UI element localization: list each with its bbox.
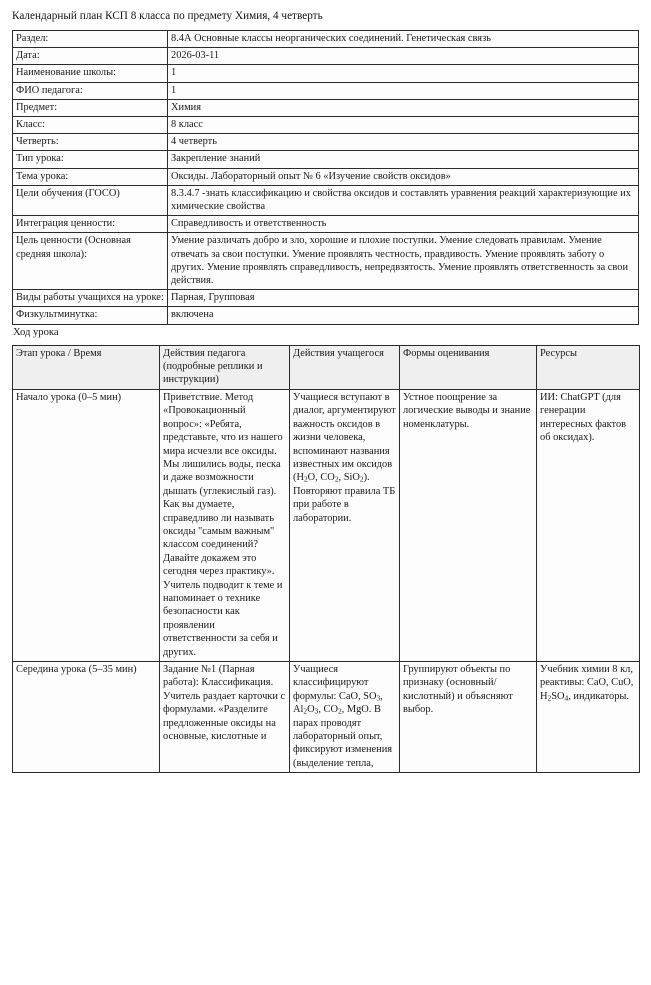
page-title: Календарный план КСП 8 класса по предмету Химия, 4 четверть [12,10,323,22]
meta-value: 1 [168,65,639,82]
meta-label: Тема урока: [13,168,168,185]
cell-assessment: Группируют объекты по признаку (основный/кислотный) и объясняют выбор. [400,662,537,773]
student-text-suffix: , MgO. В парах проводят лабораторный опыт, фиксируют изменения (выделение тепла, [293,704,393,769]
cell-teacher-actions: Задание №1 (Парная работа): Классификация. Учитель раздает карточки с формулами. «Разделите предложенные оксиды на основные, кислотные и [160,662,290,773]
table-row [13,662,640,773]
student-text-mid-1: O, CO [307,472,335,484]
cell-stage: Начало урока (0–5 мин) [13,389,160,661]
table-row [13,99,639,116]
meta-value: Оксиды. Лабораторный опыт № 6 «Изучение свойств оксидов» [168,168,639,185]
meta-value: 2026-03-11 [168,48,639,65]
meta-value: Справедливость и ответственность [168,216,639,233]
table-row [13,216,639,233]
table-row [13,307,639,324]
cell-resources: ИИ: ChatGPT (для генерации интересных фактов об оксидах). [537,389,640,661]
table-row [13,168,639,185]
resources-text-suffix: , индикаторы. [568,690,629,702]
student-text-suffix: ). Повторяют правила ТБ при работе в лаборатории. [293,472,396,524]
meta-label: Класс: [13,117,168,134]
column-header-resources: Ресурсы [537,345,640,389]
meta-label: Предмет: [13,99,168,116]
meta-label: Раздел: [13,31,168,48]
meta-value: включена [168,307,639,324]
cell-student-actions [290,662,400,773]
table-row [13,290,639,307]
flow-table-body [13,389,640,772]
table-row [13,151,639,168]
meta-label: Четверть: [13,134,168,151]
resources-text-prefix: Учебник химии 8 кл, реактивы: CaO, CuO, H [540,664,634,702]
meta-value: Умение различать добро и зло, хорошие и плохие поступки. Умение следовать правилам. Умение отвечать за свои поступки. Умение проявлять честность, правдивость. Умение проявлять заботу о других. Умение проявлять справедливость, непредвзятость. Умение проявлять ответственность за свои действия. [168,233,639,290]
student-text-mid-2: O [307,704,315,716]
formula-subscript: 2 [303,474,308,484]
meta-value: 8.3.4.7 -знать классификацию и свойства оксидов и составлять уравнения реакций характеризующие их химические свойства [168,185,639,215]
cell-resources [537,662,640,773]
table-row [13,31,639,48]
column-header-assessment: Формы оценивания [400,345,537,389]
meta-label: Интеграция ценности: [13,216,168,233]
meta-value: 4 четверть [168,134,639,151]
student-text-mid-1: , Al [293,690,383,716]
table-row [13,82,639,99]
formula-subscript: 2 [334,474,339,484]
table-row [13,117,639,134]
formula-subscript: 2 [359,474,364,484]
metadata-rows [13,31,639,325]
column-header-teacher-actions: Действия педагога (подробные реплики и инструкции) [160,345,290,389]
cell-teacher-actions: Приветствие. Метод «Провокационный вопрос»: «Ребята, представьте, что из нашего мира исчезли все оксиды. Мы лишились воды, песка и даже возможности дышать (углекислый газ). Как вы думаете, справедливо ли называть оксиды "самым важным" классом соединений? Давайте докажем это сегодня через практику». Учитель подводит к теме и напоминает о технике безопасности как проявлении ответственности за себя и других. [160,389,290,661]
cell-student-actions [290,389,400,661]
flow-table-header [13,345,640,389]
meta-value: Закрепление знаний [168,151,639,168]
table-header-row [13,345,640,389]
meta-value: 8 класс [168,117,639,134]
column-header-stage: Этап урока / Время [13,345,160,389]
lesson-metadata-table [12,30,639,325]
student-text-mid-3: , CO [318,704,338,716]
cell-assessment: Устное поощрение за логические выводы и знание номенклатуры. [400,389,537,661]
formula-subscript: 4 [564,693,569,703]
meta-label: Виды работы учащихся на уроке: [13,290,168,307]
formula-subscript: 3 [376,693,381,703]
table-row [13,48,639,65]
meta-value: Химия [168,99,639,116]
student-text-mid-2: , SiO [338,472,360,484]
lesson-flow-table [12,345,640,774]
formula-subscript: 2 [547,693,552,703]
table-row [13,185,639,215]
student-text-prefix: Учащиеся классифицируют формулы: CaO, SO [293,664,377,702]
cell-stage: Середина урока (5–35 мин) [13,662,160,773]
meta-label: Дата: [13,48,168,65]
meta-value: Парная, Групповая [168,290,639,307]
section-caption: Ход урока [13,326,59,338]
meta-label: Тип урока: [13,151,168,168]
table-row [13,389,640,661]
formula-subscript: 2 [303,706,308,716]
table-row [13,134,639,151]
resources-text-mid-1: SO [551,690,565,702]
meta-label: Цели обучения (ГОСО) [13,185,168,215]
meta-label: ФИО педагога: [13,82,168,99]
meta-label: Цель ценности (Основная средняя школа): [13,233,168,290]
meta-value: 1 [168,82,639,99]
column-header-student-actions: Действия учащегося [290,345,400,389]
student-text-prefix: Учащиеся вступают в диалог, аргументируют важность оксидов в жизни человека, вспоминают названия известных им оксидов (H [293,391,396,484]
formula-subscript: 2 [337,706,342,716]
meta-value: 8.4А Основные классы неорганических соединений. Генетическая связь [168,31,639,48]
table-row [13,65,639,82]
meta-label: Наименование школы: [13,65,168,82]
table-row [13,233,639,290]
formula-subscript: 3 [314,706,319,716]
meta-label: Физкультминутка: [13,307,168,324]
